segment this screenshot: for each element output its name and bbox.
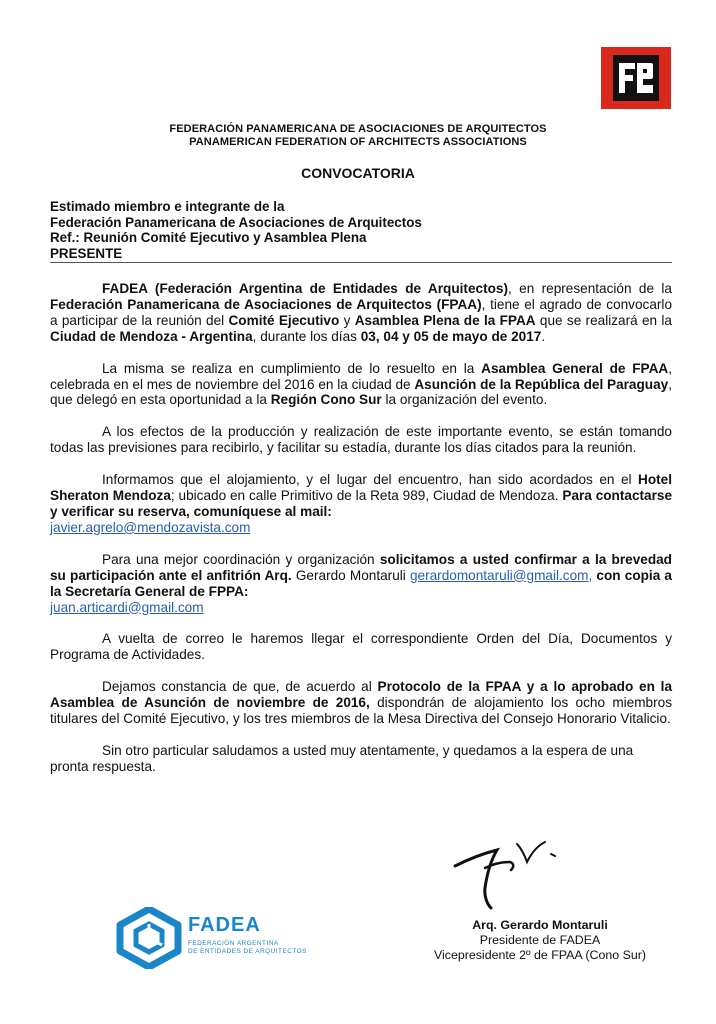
fadea-logo-icon <box>116 907 326 969</box>
signature-block <box>405 918 675 964</box>
bold-text: Protocolo de la FPAA y a lo aprobado en la Asamblea de Asunción de noviembre de 2016, <box>50 679 673 711</box>
paragraph-8 <box>50 743 672 775</box>
text: , durante los días <box>252 328 361 344</box>
fadea-subtitle <box>188 940 307 956</box>
paragraph-7 <box>50 679 672 727</box>
text: Dejamos constancia de que, de acuerdo al <box>102 679 378 695</box>
bold-text: FADEA (Federación Argentina de Entidades de Arquitectos) <box>102 281 508 296</box>
address-line: PRESENTE <box>50 245 123 261</box>
text: dispondrán de alojamiento los ocho miembros titulares del Comité Ejecutivo, y los tres miembros de la Mesa Directiva del Consejo Honorario Vitalicio. <box>50 695 672 727</box>
divider <box>50 262 672 263</box>
signer-role: Presidente de FADEA <box>479 933 601 948</box>
text: Sin otro particular saludamos a usted muy atentamente, y quedamos a la espera de una pronta respuesta. <box>50 742 634 774</box>
text: A vuelta de correo le haremos llegar el correspondiente Orden del Día, Documentos y Programa de Actividades. <box>50 631 672 663</box>
text: , en representación de la <box>508 281 672 296</box>
text: Informamos que el alojamiento, y el lugar del encuentro, han sido acordados en el <box>102 472 639 488</box>
bold-text: Federación Panamericana de Asociaciones de Arquitectos (FPAA) <box>50 296 482 312</box>
letter-body <box>50 281 672 791</box>
text: , tiene el agrado de convocarlo a participar de la reunión del <box>50 296 673 328</box>
email-link[interactable]: juan.articardi@gmail.com <box>50 599 204 615</box>
text: , celebrada en el mes de noviembre del 2016 en la ciudad de <box>50 360 673 392</box>
paragraph-4 <box>50 472 672 536</box>
org-name-en: PANAMERICAN FEDERATION OF ARCHITECTS ASSOCIATIONS <box>189 136 527 148</box>
paragraph-6 <box>50 631 672 663</box>
address-line: Estimado miembro e integrante de la <box>50 199 285 214</box>
fadea-subtitle-line: DE ENTIDADES DE ARQUITECTOS <box>188 948 307 955</box>
email-link[interactable]: javier.agrelo@mendozavista.com <box>50 519 251 535</box>
bold-text: Para contactarse y verificar su reserva, comuníquese al mail: <box>50 488 673 519</box>
text: ; ubicado en calle Primitivo de la Reta 989, Ciudad de Mendoza. <box>170 488 563 504</box>
text: . <box>541 328 546 344</box>
bold-text: Asamblea Plena de la FPAA <box>354 312 536 328</box>
signer-role: Vicepresidente 2º de FPAA (Cono Sur) <box>433 948 647 963</box>
bold-text: Ciudad de Mendoza - Argentina <box>50 328 253 344</box>
handwritten-signature-icon <box>447 838 567 913</box>
bold-text: Hotel Sheraton Mendoza <box>50 472 672 504</box>
text: A los efectos de la producción y realización de este importante evento, se están tomando todas las previsiones para recibirlo, y facilitar su estadía, durante los días citados para la reunión. <box>50 424 672 456</box>
fadea-subtitle-line: FEDERACIÓN ARGENTINA <box>188 940 279 947</box>
text: La misma se realiza en cumplimiento de lo resuelto en la <box>102 360 482 376</box>
paragraph-2 <box>50 361 672 409</box>
paragraph-3 <box>50 424 672 456</box>
fpaa-logo-icon <box>601 47 671 109</box>
fadea-mark-icon <box>116 907 182 969</box>
bold-text: Región Cono Sur <box>270 392 382 408</box>
paragraph-5 <box>50 552 672 616</box>
org-name-es: FEDERACIÓN PANAMERICANA DE ASOCIACIONES DE ARQUITECTOS <box>169 123 547 135</box>
bold-text: Asunción de la República del Paraguay <box>414 376 669 392</box>
bold-text: Comité Ejecutivo <box>228 312 340 328</box>
signer-name: Arq. Gerardo Montaruli <box>472 918 608 932</box>
bold-text: 03, 04 y 05 de mayo de 2017 <box>360 328 542 344</box>
paragraph-1 <box>50 281 672 345</box>
bold-text: con copia a la Secretaría General de FPPA: <box>50 567 672 599</box>
fadea-wordmark: FADEA <box>188 914 261 936</box>
address-block <box>50 199 670 261</box>
text: Gerardo Montaruli <box>295 567 406 583</box>
text: Para una mejor coordinación y organización <box>102 551 380 567</box>
bold-text: solicitamos a usted confirmar a la brevedad su participación ante el anfitrión Arq. <box>50 551 672 583</box>
address-line: Ref.: Reunión Comité Ejecutivo y Asamblea Plena <box>50 230 367 245</box>
text: , que delegó en esta oportunidad a la <box>50 376 672 408</box>
bold-text: Asamblea General de FPAA <box>481 360 669 376</box>
document-title: CONVOCATORIA <box>301 165 415 181</box>
email-link[interactable]: gerardomontaruli@gmail.com, <box>409 567 593 583</box>
text: y <box>339 312 355 328</box>
text: que se realizará en la <box>535 312 672 328</box>
text: la organización del evento. <box>381 392 548 408</box>
address-line: Federación Panamericana de Asociaciones de Arquitectos <box>50 214 422 230</box>
